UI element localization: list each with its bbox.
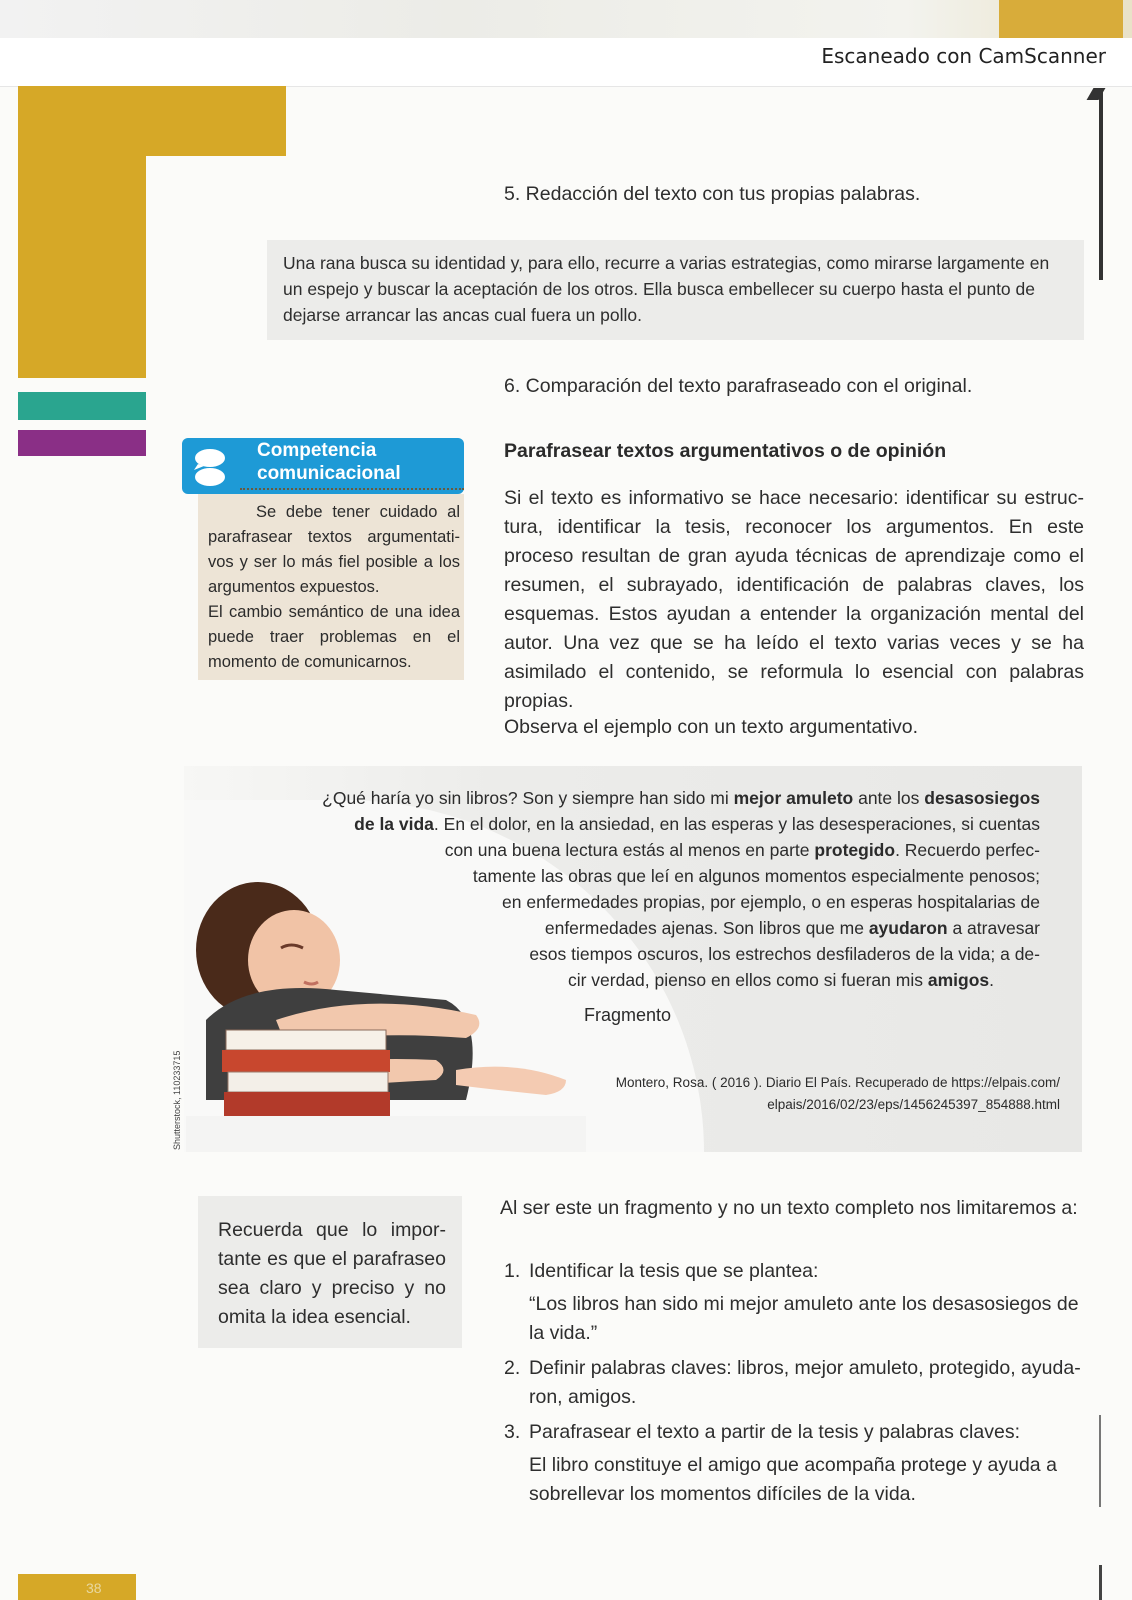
list-subtext: “Los libros han sido mi mejor amuleto ante los desasosiegos de la vida.” (529, 1293, 1079, 1344)
quote-text: cir verdad, pienso en ellos como si fueran mis (567, 970, 928, 990)
list-text: Identificar la tesis que se plantea: (529, 1260, 819, 1282)
banner-color-tab (999, 0, 1123, 38)
section-heading: Parafrasear textos argumentativos o de opinión (504, 440, 947, 462)
procedure-intro: Al ser este un fragmento y no un texto completo nos limitaremos a: (500, 1197, 1078, 1219)
quote-line: tamente las obras que leí en algunos momentos especialmente penosos; (472, 866, 1040, 886)
quote-keyword: mejor amuleto (733, 788, 854, 808)
list-subtext: El libro constituye el amigo que acompaña protege y ayuda a sobrellevar los momentos difíciles de la vida. (529, 1454, 1057, 1505)
quote-line: en enfermedades propias, por ejemplo, o en esperas hospitalarias de (502, 892, 1040, 912)
quote-text: . Recuerdo perfec- (895, 840, 1040, 860)
competencia-text (208, 500, 460, 675)
page-number: 38 (86, 1580, 102, 1596)
remember-text: Recuerda que lo impor-tante es que el parafraseo sea claro y preciso y no omita la idea esencial. (218, 1219, 446, 1328)
quote-text: . En el dolor, en la ansiedad, en las esperas y las desesperaciones, si cuentas (433, 814, 1040, 834)
page-edge-mark (1099, 1565, 1102, 1600)
competencia-text-first: Se debe tener cuidado al parafrasear textos argumentati-vos y ser lo más fiel posible a los argumentos expuestos. (208, 503, 460, 596)
step-5: 5. Redacción del texto con tus propias palabras. (504, 183, 921, 205)
list-text: Definir palabras claves: libros, mejor amuleto, protegido, ayuda-ron, amigos. (529, 1357, 1081, 1408)
quote-keyword: ayudaron (868, 918, 948, 938)
quote-text: a atravesar (947, 918, 1040, 938)
quote-line (545, 915, 1040, 941)
list-text: Parafrasear el texto a partir de la tesis y palabras claves: (529, 1421, 1020, 1443)
dotted-divider (240, 488, 464, 493)
page-edge-mark (1099, 90, 1103, 280)
citation-line: elpais/2016/02/23/eps/1456245397_854888.html (767, 1097, 1060, 1112)
competencia-title: Competencia (257, 440, 377, 461)
list-item (504, 1354, 1084, 1412)
quote-line (568, 967, 994, 993)
yellow-side-bar (18, 86, 146, 378)
list-item (504, 1257, 1084, 1348)
citation-line: Montero, Rosa. ( 2016 ). Diario El País. Recuperado de https://elpais.com/ (615, 1075, 1060, 1090)
rewrite-text: Una rana busca su identidad y, para ello, recurre a varias estrategias, como mirarse largamente en un espejo y buscar la aceptación de los otros. Ella busca embellecer su cuerpo hasta el punto de dejarse arrancar las ancas cual fuera un pollo. (283, 253, 1050, 325)
citation (560, 1072, 1060, 1116)
list-number: 1. (504, 1260, 521, 1282)
list-item (504, 1418, 1084, 1509)
fragment-label: Fragmento (584, 1005, 672, 1025)
competencia-text-second: El cambio semántico de una idea puede traer problemas en el momento de comunicarnos. (208, 603, 460, 671)
page-edge-mark (1099, 1415, 1101, 1507)
quote-line (322, 785, 1040, 811)
scanner-watermark: Escaneado con CamScanner (821, 44, 1106, 68)
quote-text: enfermedades ajenas. Son libros que me (544, 918, 869, 938)
quote-keyword: protegido (814, 840, 896, 860)
quote-keyword: amigos (927, 970, 990, 990)
purple-bar (18, 430, 146, 456)
quote-text: ¿Qué haría yo sin libros? Son y siempre han sido mi (322, 788, 734, 808)
quote-keyword: desasosiegos (924, 788, 1040, 808)
list-number: 2. (504, 1357, 521, 1379)
competencia-subtitle: comunicacional (257, 463, 401, 484)
yellow-footer-bar (18, 1574, 136, 1600)
observe-line: Observa el ejemplo con un texto argumentativo. (504, 716, 919, 738)
speech-bubbles-icon (190, 446, 232, 488)
quote-text: con una buena lectura estás al menos en parte (444, 840, 815, 860)
list-number: 3. (504, 1421, 521, 1443)
photo-credit: Shutterstock, 110233715 (172, 1050, 182, 1150)
quote-line (445, 837, 1040, 863)
teal-bar (18, 392, 146, 420)
procedure-list (504, 1257, 1084, 1509)
quote-line (354, 811, 1040, 837)
quote-line: esos tiempos oscuros, los estrechos desfiladeros de la vida; a de- (529, 944, 1040, 964)
section-paragraph: Si el texto es informativo se hace necesario: identificar su estruc-tura, identificar la tesis, reconocer los argumentos. En este proceso resultan de gran ayuda técnicas de aprendizaje como el resumen, el subrayado, identificación de palabras claves, los esquemas. Estos ayudan a entender la organización mental del autor. Una vez que se ha leído el texto varias veces y se ha asimilado el contenido, se reformula lo esencial con palabras propias. (504, 487, 1084, 712)
step-6: 6. Comparación del texto parafraseado con el original. (504, 375, 973, 397)
quote-text: . (989, 970, 994, 990)
quote-keyword: de la vida (354, 814, 434, 834)
quote-text: ante los (853, 788, 925, 808)
banner-blur (0, 0, 1132, 38)
